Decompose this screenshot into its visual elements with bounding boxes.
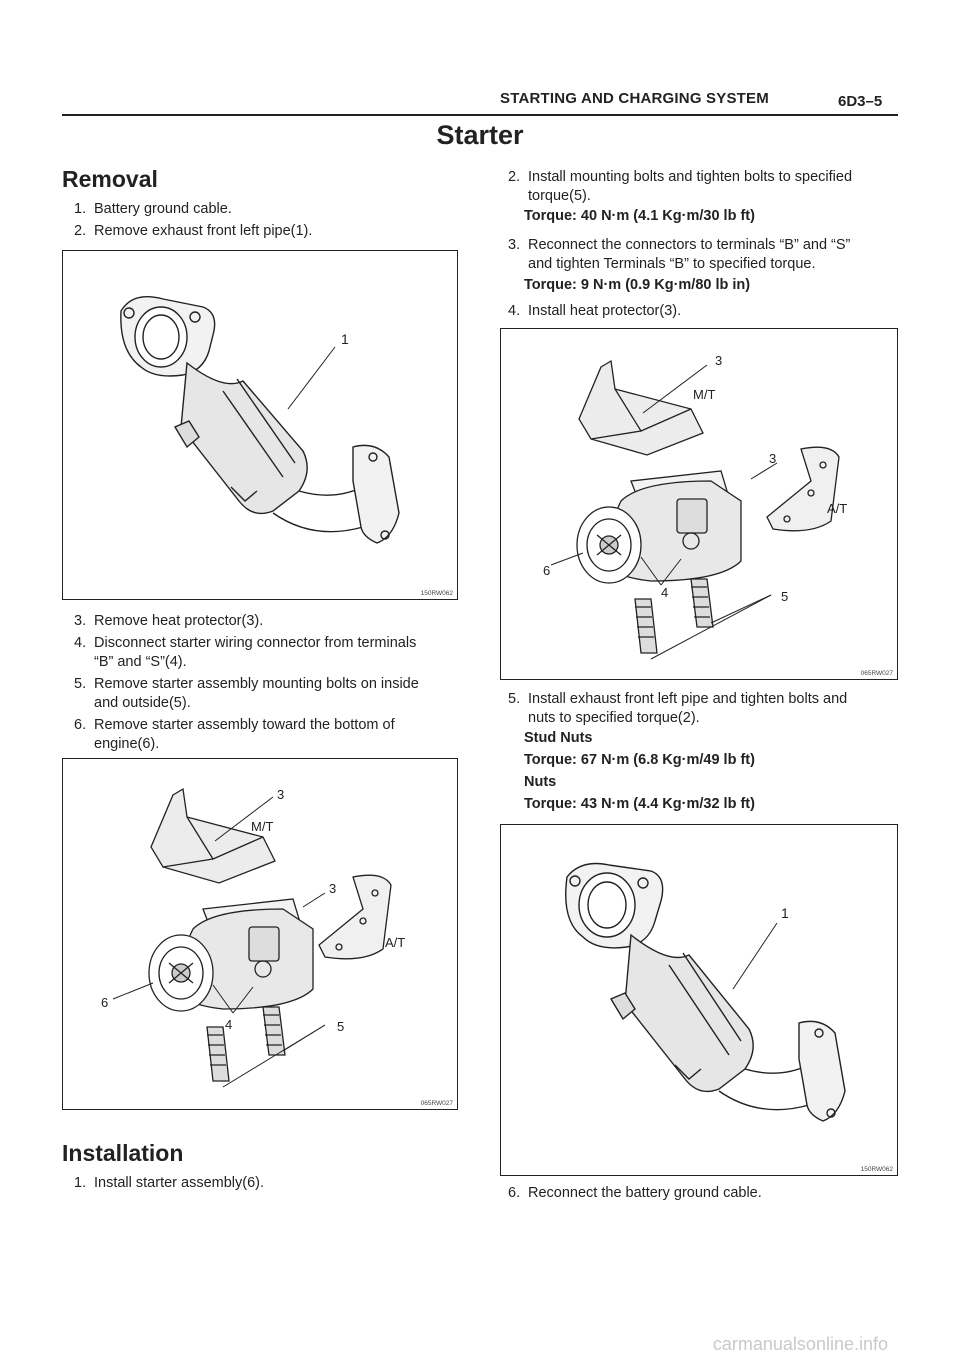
step-number: 3.: [508, 237, 521, 253]
removal-step-6: [74, 716, 464, 754]
installation-step-2: [508, 168, 898, 206]
step-text: Install heat protector(3).: [528, 303, 682, 319]
section-title: STARTING AND CHARGING SYSTEM: [500, 90, 769, 107]
page-number: 6D3–5: [838, 93, 883, 110]
torque-spec-nuts: Torque: 43 N·m (4.4 Kg·m/32 lb ft): [524, 796, 755, 812]
step-number: 5.: [74, 676, 87, 692]
installation-step-4: [508, 302, 898, 321]
step-text: Reconnect the connectors to terminals “B” and “S”: [528, 237, 851, 253]
figure-code: 150RW062: [860, 1166, 893, 1173]
step-text-continued: “B” and “S”(4).: [94, 654, 187, 670]
step-text: Remove exhaust front left pipe(1).: [94, 223, 313, 239]
figure-code: 065RW027: [420, 1100, 453, 1107]
installation-heading: Installation: [62, 1140, 184, 1166]
label-6: 6: [543, 563, 551, 578]
nuts-label: Nuts: [524, 774, 557, 790]
removal-step-5: [74, 675, 464, 713]
header-rule: [62, 114, 898, 116]
label-mt: M/T: [251, 819, 274, 834]
torque-spec-bolts: Torque: 40 N·m (4.1 Kg·m/30 lb ft): [524, 208, 755, 224]
step-text: Install mounting bolts and tighten bolts to specified: [528, 169, 853, 185]
step-number: 4.: [74, 635, 87, 651]
figure-starter-removal: [62, 758, 458, 1110]
exhaust-pipe-drawing: [501, 825, 897, 1175]
step-text: Install starter assembly(6).: [94, 1175, 265, 1191]
label-1: 1: [781, 905, 789, 921]
page-title: Starter: [436, 120, 524, 150]
label-3-protector: 3: [715, 353, 723, 368]
installation-step-6: [508, 1184, 898, 1203]
label-3-bracket: 3: [329, 881, 337, 896]
figure-exhaust-pipe: [62, 250, 458, 600]
step-number: 1.: [74, 1175, 87, 1191]
torque-spec-stud-nuts: Torque: 67 N·m (6.8 Kg·m/49 lb ft): [524, 752, 755, 768]
installation-step-5: [508, 690, 898, 728]
exhaust-pipe-drawing: [63, 251, 457, 599]
step-text: Reconnect the battery ground cable.: [528, 1185, 762, 1201]
step-number: 6.: [508, 1185, 521, 1201]
removal-heading: Removal: [62, 166, 158, 192]
figure-code: 065RW027: [860, 670, 893, 677]
starter-drawing: [63, 759, 457, 1109]
label-6: 6: [101, 995, 109, 1010]
removal-step-3: [74, 612, 464, 631]
step-number: 2.: [508, 169, 521, 185]
label-4: 4: [661, 585, 669, 600]
step-text: Remove starter assembly toward the bottom of: [94, 717, 395, 733]
step-text-continued: engine(6).: [94, 736, 160, 752]
label-5: 5: [781, 589, 789, 604]
step-number: 4.: [508, 303, 521, 319]
label-4: 4: [225, 1017, 233, 1032]
step-number: 2.: [74, 223, 87, 239]
step-number: 1.: [74, 201, 87, 217]
label-at: A/T: [385, 935, 406, 950]
removal-step-4: [74, 634, 464, 672]
step-text-continued: and outside(5).: [94, 695, 191, 711]
step-number: 3.: [74, 613, 87, 629]
label-3-protector: 3: [277, 787, 285, 802]
figure-code: 150RW062: [420, 590, 453, 597]
step-text-continued: torque(5).: [528, 188, 591, 204]
label-at: A/T: [827, 501, 848, 516]
watermark: carmanualsonline.info: [712, 1334, 888, 1354]
label-5: 5: [337, 1019, 345, 1034]
step-text: Remove heat protector(3).: [94, 613, 264, 629]
figure-starter-installation: [500, 328, 898, 680]
installation-step-1: [74, 1174, 464, 1193]
step-text-continued: nuts to specified torque(2).: [528, 710, 700, 726]
step-text: Remove starter assembly mounting bolts on inside: [94, 676, 419, 692]
label-3-bracket: 3: [769, 451, 777, 466]
step-text: Battery ground cable.: [94, 201, 232, 217]
removal-step-1: [74, 200, 464, 219]
figure-exhaust-pipe-install: [500, 824, 898, 1176]
step-number: 5.: [508, 691, 521, 707]
stud-nuts-label: Stud Nuts: [524, 730, 593, 746]
removal-step-2: [74, 222, 464, 241]
installation-step-3: [508, 236, 898, 274]
step-number: 6.: [74, 717, 87, 733]
step-text: Install exhaust front left pipe and tighten bolts and: [528, 691, 848, 707]
torque-spec-terminal: Torque: 9 N·m (0.9 Kg·m/80 lb in): [524, 277, 751, 293]
label-1: 1: [341, 331, 349, 347]
step-text-continued: and tighten Terminals “B” to specified torque.: [528, 256, 816, 272]
label-mt: M/T: [693, 387, 716, 402]
step-text: Disconnect starter wiring connector from terminals: [94, 635, 417, 651]
